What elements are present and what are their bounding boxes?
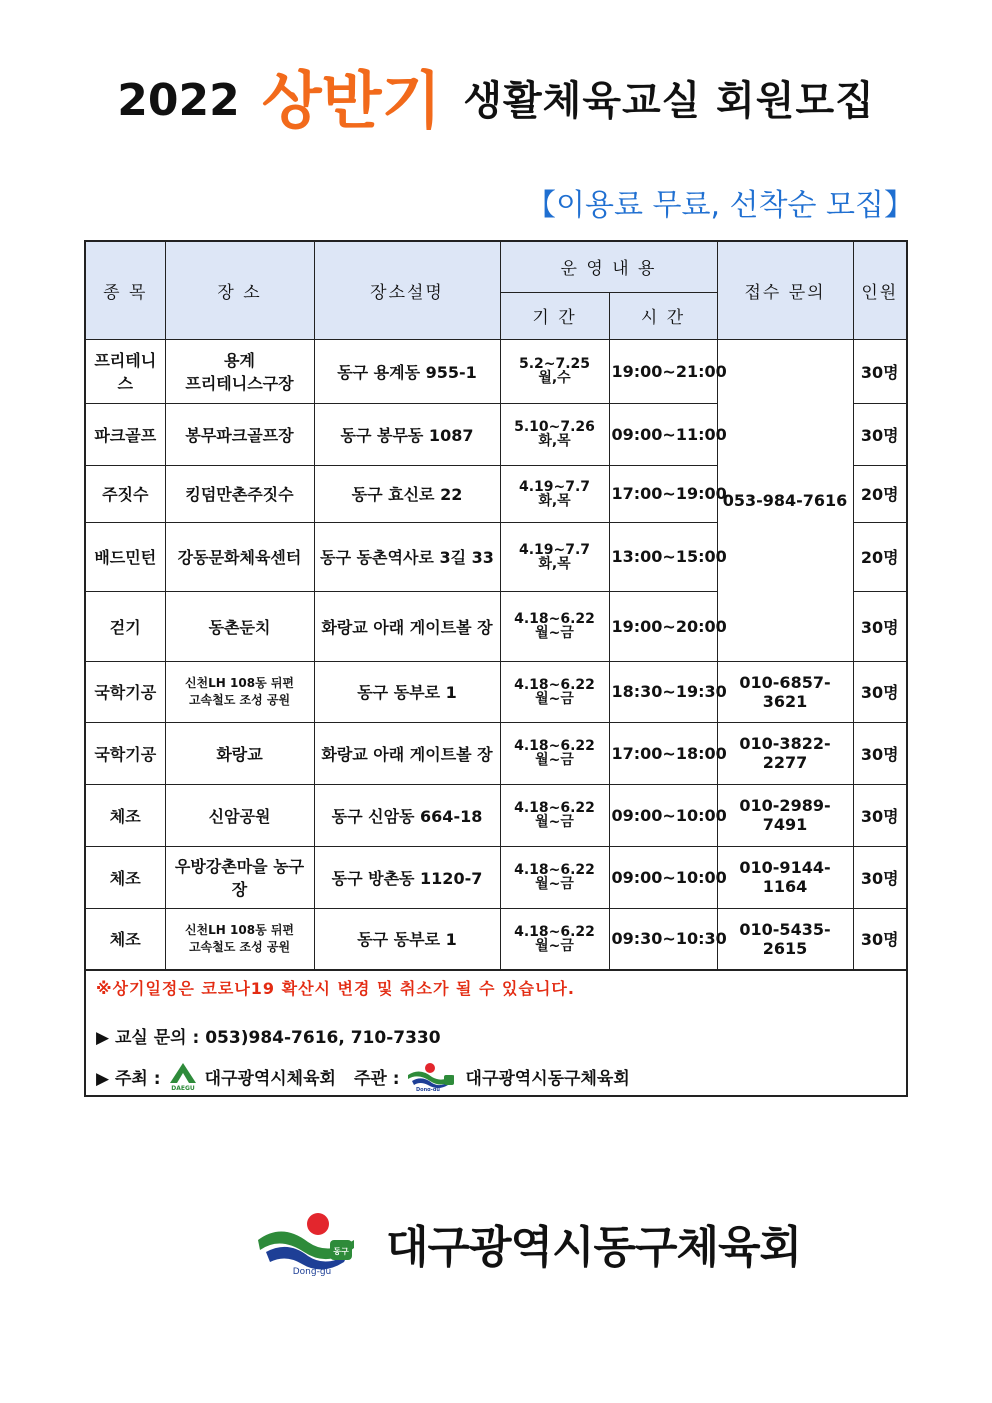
cell-sport: 프리테니스 — [85, 339, 165, 403]
cell-time: 19:00~21:00 — [609, 339, 717, 403]
bottom-logo — [256, 1210, 801, 1276]
subtitle: 【이용료 무료, 선착순 모집】 — [526, 188, 914, 223]
cell-desc: 동구 동촌역사로 3길 33 — [314, 522, 500, 591]
inquiry-text: ▶ 교실 문의 : 053)984-7616, 710-7330 — [96, 1028, 441, 1048]
cell-period: 4.18~6.22 월~금 — [500, 846, 609, 908]
cell-period: 4.18~6.22 월~금 — [500, 661, 609, 722]
cell-desc: 동구 신암동 664-18 — [314, 784, 500, 846]
svg-text:DAEGU: DAEGU — [170, 1085, 195, 1091]
cell-desc: 동구 봉무동 1087 — [314, 403, 500, 465]
header-period: 기 간 — [500, 292, 609, 339]
title-rest: 생활체육교실 회원모집 — [463, 78, 875, 124]
cell-sport: 체조 — [85, 784, 165, 846]
table-row — [85, 846, 907, 908]
header-operation: 운 영 내 용 — [500, 241, 717, 292]
cell-contact: 010-5435-2615 — [717, 908, 853, 970]
svg-text:동구: 동구 — [333, 1247, 349, 1256]
cell-sport: 체조 — [85, 846, 165, 908]
cell-time: 18:30~19:30 — [609, 661, 717, 722]
host-label: ▶ 주최 : — [96, 1068, 161, 1089]
cell-capacity: 30명 — [853, 908, 907, 970]
cell-time: 19:00~20:00 — [609, 591, 717, 661]
title-accent: 상반기 — [261, 64, 442, 137]
header-time: 시 간 — [609, 292, 717, 339]
cell-period: 5.2~7.25 월,수 — [500, 339, 609, 403]
cell-sport: 체조 — [85, 908, 165, 970]
table-row — [85, 722, 907, 784]
cell-time: 09:30~10:30 — [609, 908, 717, 970]
cell-place: 우방강촌마을 농구장 — [165, 846, 314, 908]
cell-sport: 국학기공 — [85, 661, 165, 722]
cell-contact: 010-6857-3621 — [717, 661, 853, 722]
cell-desc: 동구 동부로 1 — [314, 661, 500, 722]
cell-place: 봉무파크골프장 — [165, 403, 314, 465]
cell-place: 신암공원 — [165, 784, 314, 846]
cell-place: 신천LH 108동 뒤편 고속철도 조성 공원 — [165, 661, 314, 722]
cell-capacity: 30명 — [853, 784, 907, 846]
cell-desc: 동구 효신로 22 — [314, 465, 500, 522]
notice-text: ※상기일정은 코로나19 확산시 변경 및 취소가 될 수 있습니다. — [96, 979, 575, 998]
cell-period: 4.18~6.22 월~금 — [500, 784, 609, 846]
cell-capacity: 30명 — [853, 403, 907, 465]
cell-place: 화랑교 — [165, 722, 314, 784]
bottom-org-name: 대구광역시동구체육회 — [386, 1222, 802, 1273]
donggu-small-logo-icon — [406, 1061, 460, 1091]
table-row — [85, 908, 907, 970]
cell-period: 4.18~6.22 월~금 — [500, 722, 609, 784]
organizer-label: 주관 : — [353, 1068, 400, 1089]
cell-capacity: 30명 — [853, 722, 907, 784]
cell-period: 4.19~7.7 화,목 — [500, 465, 609, 522]
cell-period: 4.19~7.7 화,목 — [500, 522, 609, 591]
cell-capacity: 30명 — [853, 846, 907, 908]
header-place-desc: 장소설명 — [314, 241, 500, 339]
cell-desc: 화랑교 아래 게이트볼 장 — [314, 591, 500, 661]
donggu-emblem-icon — [256, 1210, 368, 1276]
svg-text:Dong-gu: Dong-gu — [292, 1267, 332, 1276]
cell-contact: 010-9144-1164 — [717, 846, 853, 908]
cell-desc: 동구 동부로 1 — [314, 908, 500, 970]
cell-desc: 화랑교 아래 게이트볼 장 — [314, 722, 500, 784]
cell-period: 5.10~7.26 화,목 — [500, 403, 609, 465]
host-name: 대구광역시체육회 — [204, 1068, 336, 1089]
cell-capacity: 30명 — [853, 339, 907, 403]
cell-time: 13:00~15:00 — [609, 522, 717, 591]
table-row — [85, 661, 907, 722]
cell-capacity: 20명 — [853, 522, 907, 591]
organizer-name: 대구광역시동구체육회 — [465, 1068, 630, 1089]
page-title — [0, 64, 992, 137]
cell-place: 신천LH 108동 뒤편 고속철도 조성 공원 — [165, 908, 314, 970]
cell-desc: 동구 용계동 955-1 — [314, 339, 500, 403]
cell-capacity: 30명 — [853, 591, 907, 661]
cell-sport: 주짓수 — [85, 465, 165, 522]
cell-place: 강동문화체육센터 — [165, 522, 314, 591]
cell-place: 킹덤만촌주짓수 — [165, 465, 314, 522]
table-row — [85, 784, 907, 846]
cell-time: 09:00~10:00 — [609, 784, 717, 846]
cell-period: 4.18~6.22 월~금 — [500, 591, 609, 661]
cell-sport: 걷기 — [85, 591, 165, 661]
cell-desc: 동구 방촌동 1120-7 — [314, 846, 500, 908]
cell-contact: 010-3822-2277 — [717, 722, 853, 784]
cell-sport: 배드민턴 — [85, 522, 165, 591]
header-contact: 접수 문의 — [717, 241, 853, 339]
table-row — [85, 339, 907, 403]
cell-capacity: 20명 — [853, 465, 907, 522]
cell-contact-shared: 053-984-7616 — [717, 339, 853, 661]
cell-period: 4.18~6.22 월~금 — [500, 908, 609, 970]
daegu-logo-icon — [167, 1061, 199, 1091]
cell-place: 용계 프리테니스구장 — [165, 339, 314, 403]
cell-contact: 010-2989-7491 — [717, 784, 853, 846]
svg-text:Dong-gu: Dong-gu — [415, 1087, 440, 1091]
cell-capacity: 30명 — [853, 661, 907, 722]
schedule-table — [84, 240, 908, 971]
header-sport: 종 목 — [85, 241, 165, 339]
footer-box — [84, 968, 908, 1097]
header-capacity: 인원 — [853, 241, 907, 339]
title-year: 2022 — [117, 75, 240, 126]
cell-time: 17:00~18:00 — [609, 722, 717, 784]
cell-time: 17:00~19:00 — [609, 465, 717, 522]
cell-time: 09:00~11:00 — [609, 403, 717, 465]
cell-sport: 국학기공 — [85, 722, 165, 784]
header-place: 장 소 — [165, 241, 314, 339]
cell-time: 09:00~10:00 — [609, 846, 717, 908]
cell-place: 동촌둔치 — [165, 591, 314, 661]
host-line — [96, 1061, 630, 1091]
cell-sport: 파크골프 — [85, 403, 165, 465]
